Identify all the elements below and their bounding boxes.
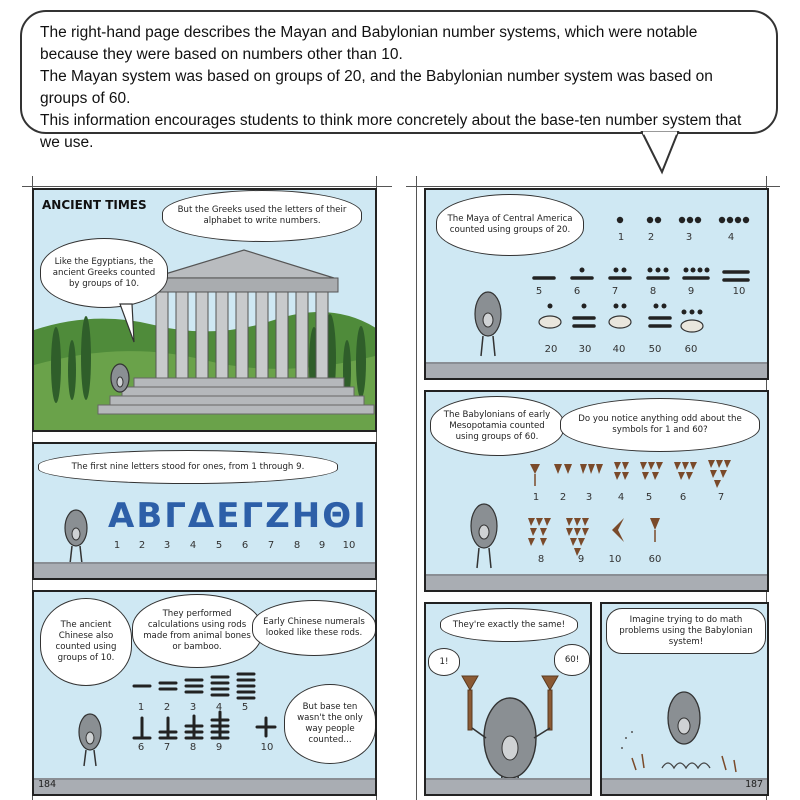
number-label: 2 xyxy=(647,232,655,243)
bubble-text: They're exactly the same! xyxy=(452,619,566,630)
number-label: 6 xyxy=(573,286,581,297)
speech-bubble xyxy=(252,600,376,656)
floor xyxy=(426,778,590,794)
number-label: 2 xyxy=(138,540,146,551)
babylonian-numerals xyxy=(526,458,766,588)
speech-bubble xyxy=(38,450,338,484)
panel-title: ANCIENT TIMES xyxy=(42,198,147,212)
bubble-text: Early Chinese numerals looked like these rods. xyxy=(263,617,365,638)
bubble-text: But the Greeks used the letters of their alphabet to write numbers. xyxy=(177,205,347,226)
number-label: 9 xyxy=(577,554,585,565)
number-label: 8 xyxy=(293,540,301,551)
speech-bubble xyxy=(440,608,578,642)
floor xyxy=(602,778,767,794)
caption-line-2: The Mayan system was based on groups of 20, and the Babylonian number system was based on groups of 60. xyxy=(40,68,713,107)
label-one: 1! xyxy=(439,656,449,667)
panel-imagine xyxy=(600,602,769,796)
number-label: 5 xyxy=(215,540,223,551)
number-label: 1 xyxy=(532,492,540,503)
number-label: 6 xyxy=(241,540,249,551)
speech-bubble xyxy=(40,238,168,308)
character-frustrated xyxy=(602,658,769,796)
number-label: 9 xyxy=(215,742,223,753)
speech-bubble xyxy=(132,594,262,668)
number-label: 3 xyxy=(585,492,593,503)
number-label: 5 xyxy=(645,492,653,503)
speech-bubble xyxy=(162,190,362,242)
number-label: 5 xyxy=(535,286,543,297)
bubble-text: Like the Egyptians, the ancient Greeks counted by groups of 10. xyxy=(52,256,156,289)
speech-bubble xyxy=(606,608,766,654)
speech-bubble xyxy=(284,684,376,764)
number-label: 50 xyxy=(648,344,662,355)
number-label: 1 xyxy=(113,540,121,551)
floor xyxy=(426,574,767,590)
bubble-text: The Maya of Central America counted using groups of 20. xyxy=(447,214,573,235)
speech-bubble xyxy=(430,396,564,456)
label-sixty: 60! xyxy=(564,654,580,665)
number-label: 60 xyxy=(684,344,698,355)
number-label: 1 xyxy=(137,702,145,713)
page-number: 187 xyxy=(744,779,763,790)
panel-ancient-times xyxy=(32,188,377,432)
bubble-tail xyxy=(120,304,140,344)
panel-greek-letters xyxy=(32,442,377,580)
number-label: 30 xyxy=(578,344,592,355)
trim-mark xyxy=(406,186,780,187)
number-label: 2 xyxy=(559,492,567,503)
number-label: 7 xyxy=(611,286,619,297)
bubble-text: The Babylonians of early Mesopotamia counted using groups of 60. xyxy=(443,409,551,442)
bubble-text: The first nine letters stood for ones, from 1 through 9. xyxy=(71,461,305,472)
caption-callout xyxy=(20,10,778,151)
number-label: 6 xyxy=(679,492,687,503)
number-label: 60 xyxy=(648,554,662,565)
number-label: 6 xyxy=(137,742,145,753)
speech-bubble xyxy=(560,398,760,452)
number-label: 3 xyxy=(189,702,197,713)
trim-mark xyxy=(22,186,392,187)
number-label: 2 xyxy=(163,702,171,713)
mayan-numerals xyxy=(522,200,769,360)
number-label: 5 xyxy=(241,702,249,713)
bubble-text: The ancient Chinese also counted using groups of 10. xyxy=(55,620,117,663)
number-label: 9 xyxy=(318,540,326,551)
number-label: 10 xyxy=(608,554,622,565)
bubble-text: But base ten wasn't the only way people counted... xyxy=(297,702,363,745)
floor xyxy=(34,562,375,578)
caption-line-1: The right-hand page describes the Mayan and Babylonian number systems, which were notable because they were based on numbers other than 10. xyxy=(40,24,698,63)
number-label: 10 xyxy=(260,742,274,753)
number-label: 3 xyxy=(685,232,693,243)
callout-tail xyxy=(640,130,700,175)
number-label: 3 xyxy=(163,540,171,551)
number-label: 4 xyxy=(727,232,735,243)
bubble-text: Imagine trying to do math problems using the Babylonian system! xyxy=(619,614,753,647)
character xyxy=(76,708,116,778)
number-label: 4 xyxy=(215,702,223,713)
number-label: 40 xyxy=(612,344,626,355)
panel-chinese-rods xyxy=(32,590,377,796)
greek-letters: ΑΒΓΔΕΓΖΗΘΙ xyxy=(108,496,368,536)
number-label: 1 xyxy=(617,232,625,243)
floor xyxy=(34,778,375,794)
character xyxy=(470,286,516,366)
panel-babylonians xyxy=(424,390,769,592)
number-label: 7 xyxy=(267,540,275,551)
bubble-text: They performed calculations using rods made from animal bones or bamboo. xyxy=(143,609,251,652)
number-label: 10 xyxy=(732,286,746,297)
bubble-text: Do you notice anything odd about the symbols for 1 and 60? xyxy=(578,414,742,435)
number-label: 20 xyxy=(544,344,558,355)
panel-maya xyxy=(424,188,769,380)
panel-exactly-same xyxy=(424,602,592,796)
number-label: 9 xyxy=(687,286,695,297)
number-label: 8 xyxy=(649,286,657,297)
number-label: 4 xyxy=(617,492,625,503)
trim-mark xyxy=(416,176,417,800)
number-label: 8 xyxy=(537,554,545,565)
speech-bubble xyxy=(40,598,132,686)
number-label: 7 xyxy=(717,492,725,503)
number-label: 10 xyxy=(342,540,356,551)
character-with-wedges xyxy=(426,648,592,796)
floor xyxy=(426,362,767,378)
number-label: 4 xyxy=(189,540,197,551)
character xyxy=(466,498,512,578)
caption-line-3: This information encourages students to think more concretely about the base-ten number system that we use. xyxy=(40,112,742,151)
number-label: 7 xyxy=(163,742,171,753)
number-label: 8 xyxy=(189,742,197,753)
page-number: 184 xyxy=(38,779,57,790)
